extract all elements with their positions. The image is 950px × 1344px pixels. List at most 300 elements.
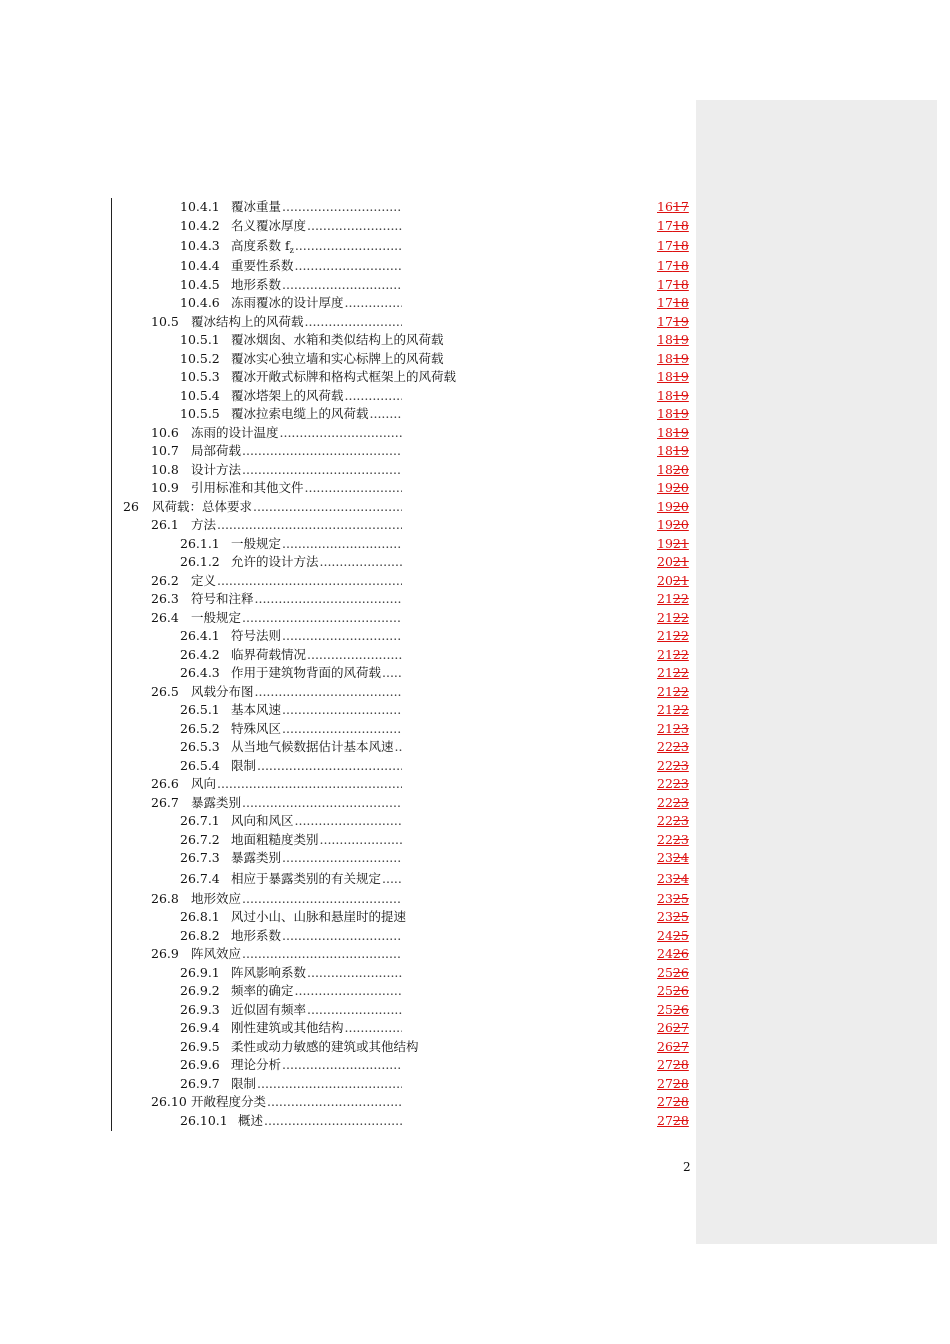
page-number-new: 22: [657, 776, 673, 791]
toc-entry[interactable]: [0, 720, 700, 739]
toc-entry[interactable]: [0, 1056, 700, 1075]
toc-entry-title-wrap: [231, 627, 282, 646]
toc-entry-body: [231, 627, 402, 646]
toc-entry-page[interactable]: [657, 646, 689, 665]
toc-entry[interactable]: [0, 927, 700, 946]
toc-entry-page[interactable]: [657, 442, 689, 461]
toc-entry-body: [191, 890, 402, 909]
toc-entry-page[interactable]: [657, 627, 689, 646]
toc-entry-number: 26.9.2: [180, 983, 220, 998]
toc-entry[interactable]: [0, 1093, 700, 1112]
toc-entry[interactable]: [0, 738, 700, 757]
toc-entry-number: 26.4.1: [180, 628, 220, 643]
page-number-new: 18: [657, 424, 673, 440]
toc-entry[interactable]: [0, 350, 700, 369]
toc-entry-page[interactable]: [657, 609, 689, 628]
toc-entry-number: 10.9: [151, 480, 179, 495]
dot-leader: [217, 516, 402, 535]
toc-entry-page[interactable]: [657, 794, 689, 813]
toc-entry-page[interactable]: [657, 964, 689, 983]
page-number-new: 20: [657, 572, 673, 588]
toc-entry-title: 一般规定: [231, 535, 282, 551]
page-number-deleted: 19: [672, 424, 689, 440]
toc-entry-page[interactable]: [657, 701, 689, 720]
toc-entry[interactable]: [0, 1075, 700, 1094]
toc-entry-number: 10.5: [151, 313, 179, 329]
toc-entry[interactable]: [0, 479, 700, 498]
toc-entry-page[interactable]: [657, 405, 689, 424]
toc-entry[interactable]: [0, 1038, 700, 1057]
toc-entry-page[interactable]: [657, 276, 689, 295]
toc-entry-title: 覆冰烟囱、水箱和类似结构上的风荷载: [231, 332, 444, 347]
page-number-new: 17: [657, 276, 673, 292]
toc-entry[interactable]: [0, 812, 700, 831]
toc-entry-page[interactable]: [657, 738, 689, 757]
toc-entry-title: 理论分析: [231, 1057, 282, 1072]
toc-entry-title-wrap: [231, 868, 382, 890]
toc-entry-title-wrap: [191, 890, 242, 909]
toc-entry-page[interactable]: [657, 812, 689, 831]
toc-entry-title: 设计方法: [191, 461, 242, 477]
toc-entry-page[interactable]: [657, 479, 689, 498]
toc-entry-title: 从当地气候数据估计基本风速: [231, 739, 394, 754]
toc-entry-page[interactable]: [657, 927, 689, 946]
toc-entry[interactable]: [0, 683, 700, 702]
dot-leader: [320, 831, 402, 850]
toc-entry-title: 暴露类别: [191, 794, 242, 810]
toc-entry-number: 26.9.4: [180, 1020, 220, 1035]
page-number-deleted: 19: [672, 406, 689, 421]
toc-entry-title-wrap: [191, 683, 255, 702]
toc-entry-title: 特殊风区: [231, 720, 282, 736]
toc-entry-title: 地形系数: [231, 276, 282, 292]
toc-entry-number: 26.7: [151, 794, 179, 810]
dot-leader: [307, 1001, 402, 1020]
toc-entry-body: [191, 609, 402, 628]
toc-entry-body: [231, 831, 402, 850]
dot-leader: [217, 572, 402, 591]
toc-entry-page[interactable]: [657, 1019, 689, 1038]
dot-leader: [282, 627, 402, 646]
toc-entry[interactable]: [0, 1112, 700, 1131]
toc-entry[interactable]: [0, 313, 700, 332]
page-number-new: 24: [657, 927, 673, 943]
toc-entry[interactable]: [0, 945, 700, 964]
dot-leader: [257, 1075, 402, 1094]
toc-entry-body: [231, 720, 402, 739]
toc-entry-title: 基本风速: [231, 702, 282, 717]
toc-entry-page[interactable]: [657, 424, 689, 443]
toc-entry-title-wrap: [231, 927, 282, 946]
page-number-new: 19: [657, 517, 673, 532]
toc-entry-title: 覆冰结构上的风荷载: [191, 313, 304, 329]
toc-entry-title: 覆冰重量: [231, 199, 282, 214]
page-number-deleted: 28: [672, 1094, 689, 1109]
toc-entry[interactable]: [0, 849, 700, 868]
toc-entry[interactable]: [0, 405, 700, 424]
toc-entry[interactable]: [0, 964, 700, 983]
toc-entry-title-wrap: [231, 664, 382, 683]
toc-entry-page[interactable]: [657, 982, 689, 1001]
page-number-deleted: 21: [672, 572, 689, 588]
page-number-deleted: 25: [672, 909, 689, 924]
toc-entry-title: 近似固有频率: [231, 1001, 307, 1017]
toc-entry-body: [191, 775, 402, 794]
toc-entry-body: [231, 294, 402, 313]
toc-entry-number: 26.8.1: [180, 909, 220, 924]
toc-entry-title: 一般规定: [191, 609, 242, 625]
toc-entry-title-wrap: [231, 908, 407, 927]
toc-entry-title: 柔性或动力敏感的建筑或其他结构: [231, 1038, 419, 1054]
page-number-deleted: 22: [672, 646, 689, 662]
toc-entry-number: 10.5.2: [180, 350, 220, 366]
page-number-deleted: 22: [672, 702, 689, 717]
toc-entry[interactable]: [0, 572, 700, 591]
toc-entry-title-wrap: [231, 368, 457, 387]
toc-entry-number: 26.5.2: [180, 720, 220, 736]
page-number-new: 18: [657, 387, 673, 403]
toc-entry-title: 覆冰拉索电缆上的风荷载: [231, 406, 369, 421]
dot-leader: [345, 1019, 402, 1038]
dot-leader: [257, 757, 402, 776]
toc-entry-page[interactable]: [657, 868, 689, 890]
toc-entry-body: [231, 738, 402, 757]
toc-entry-body: [231, 387, 402, 406]
page-number-new: 19: [657, 498, 673, 514]
toc-entry-body: [231, 908, 407, 927]
toc-entry-body: [231, 535, 402, 554]
toc-entry-title-wrap: [231, 294, 345, 313]
toc-entry[interactable]: [0, 646, 700, 665]
toc-entry[interactable]: [0, 461, 700, 480]
toc-entry-page[interactable]: [657, 590, 689, 609]
toc-entry-page[interactable]: [657, 498, 689, 517]
toc-entry-body: [191, 461, 402, 480]
toc-entry-title: 地形系数: [231, 927, 282, 943]
toc-entry[interactable]: [0, 1019, 700, 1038]
toc-entry-title-wrap: [231, 331, 445, 350]
toc-entry[interactable]: [0, 908, 700, 927]
page-number-new: 23: [657, 870, 673, 886]
toc-entry[interactable]: [0, 590, 700, 609]
page-number-deleted: 27: [672, 1038, 689, 1054]
toc-entry-body: [191, 516, 402, 535]
toc-entry[interactable]: [0, 982, 700, 1001]
dot-leader: [242, 945, 402, 964]
toc-entry-page[interactable]: [657, 1093, 689, 1112]
page-number-deleted: 23: [672, 776, 689, 791]
page-number-new: 22: [657, 794, 673, 810]
page-number-new: 18: [657, 369, 673, 384]
toc-entry-body: [191, 945, 402, 964]
toc-entry-body: [231, 964, 402, 983]
toc-entry-page[interactable]: [657, 572, 689, 591]
dot-leader: [295, 982, 402, 1001]
toc-entry-page[interactable]: [657, 1112, 689, 1131]
page-number-deleted: 23: [672, 831, 689, 847]
page-number-new: 22: [657, 757, 673, 773]
toc-entry-page[interactable]: [657, 368, 689, 387]
toc-entry-body: [231, 405, 402, 424]
page-number-new: 17: [657, 258, 673, 273]
toc-entry-title: 方法: [191, 517, 217, 532]
toc-entry-title-wrap: [191, 442, 242, 461]
toc-entry-title-wrap: [231, 1001, 307, 1020]
toc-entry[interactable]: [0, 217, 700, 236]
toc-entry-page[interactable]: [657, 757, 689, 776]
dot-leader: [305, 479, 402, 498]
toc-entry-page[interactable]: [657, 516, 689, 535]
toc-entry-title: 刚性建筑或其他结构: [231, 1020, 344, 1035]
toc-entry[interactable]: [0, 276, 700, 295]
page-number-deleted: 20: [672, 498, 689, 514]
toc-entry-title: 阵风效应: [191, 946, 242, 961]
toc-entry[interactable]: [0, 794, 700, 813]
page-number-new: 18: [657, 443, 673, 458]
toc-entry[interactable]: [0, 609, 700, 628]
toc-entry[interactable]: [0, 498, 700, 517]
toc-entry-title-wrap: [231, 738, 395, 757]
page-number-deleted: 21: [672, 554, 689, 569]
toc-entry-page[interactable]: [657, 235, 689, 257]
page-number-new: 22: [657, 813, 673, 828]
page-number-deleted: 28: [672, 1057, 689, 1072]
page-number-deleted: 20: [672, 517, 689, 532]
dot-leader: [242, 609, 402, 628]
toc-entry-page[interactable]: [657, 683, 689, 702]
toc-entry[interactable]: [0, 294, 700, 313]
page-number-deleted: 26: [672, 964, 689, 980]
toc-entry[interactable]: [0, 516, 700, 535]
toc-entry[interactable]: [0, 868, 700, 890]
page-number-deleted: 22: [672, 665, 689, 680]
toc-entry-title-wrap: [231, 350, 445, 369]
toc-entry[interactable]: [0, 442, 700, 461]
dot-leader: [267, 1093, 402, 1112]
toc-entry-title: 覆冰塔架上的风荷载: [231, 387, 344, 403]
toc-entry-number: 26.5.4: [180, 757, 220, 773]
page-number-new: 25: [657, 964, 673, 980]
toc-entry-title-wrap: [191, 945, 242, 964]
dot-leader: [320, 553, 402, 572]
toc-entry-number: 26.9.1: [180, 964, 220, 980]
toc-entry-title: 地形效应: [191, 890, 242, 906]
toc-entry-page[interactable]: [657, 257, 689, 276]
toc-entry-page[interactable]: [657, 294, 689, 313]
toc-entry-title-wrap: [191, 775, 217, 794]
toc-entry-title: 允许的设计方法: [231, 554, 319, 569]
toc-entry[interactable]: [0, 890, 700, 909]
toc-entry-title: 地面粗糙度类别: [231, 831, 319, 847]
page-number: 2: [683, 1160, 691, 1174]
toc-entry-title: 相应于暴露类别的有关规定: [231, 870, 382, 886]
page-number-new: 21: [657, 702, 673, 717]
toc-entry-page[interactable]: [657, 720, 689, 739]
toc-entry-number: 26.7.3: [180, 850, 220, 865]
toc-entry[interactable]: [0, 331, 700, 350]
toc-entry-number: 26.1: [151, 517, 179, 532]
toc-entry-number: 26.7.4: [180, 870, 220, 886]
toc-entry-body: [231, 368, 457, 387]
toc-entry-body: [231, 664, 402, 683]
page-number-deleted: 19: [672, 350, 689, 366]
page-number-new: 25: [657, 1001, 673, 1017]
toc-entry-number: 26.10.1: [180, 1112, 228, 1128]
dot-leader: [280, 424, 402, 443]
toc-entry-page[interactable]: [657, 535, 689, 554]
page-number-new: 27: [657, 1112, 673, 1128]
toc-entry-page[interactable]: [657, 350, 689, 369]
page-number-new: 23: [657, 909, 673, 924]
page-number-new: 21: [657, 720, 673, 736]
toc-entry-page[interactable]: [657, 198, 689, 217]
toc-entry-number: 10.4.3: [180, 238, 220, 253]
page-number-new: 18: [657, 406, 673, 421]
toc-entry-body: [191, 313, 402, 332]
toc-entry[interactable]: [0, 627, 700, 646]
toc-entry-title: 冻雨的设计温度: [191, 424, 279, 440]
toc-entry-body: [231, 849, 402, 868]
toc-entry-title-wrap: [238, 1112, 264, 1131]
toc-entry-page[interactable]: [657, 553, 689, 572]
toc-entry-title-wrap: [191, 1093, 267, 1112]
dot-leader: [382, 868, 402, 890]
dot-leader: [255, 683, 402, 702]
toc-entry-body: [231, 553, 402, 572]
toc-entry-number: 10.5.4: [180, 387, 220, 403]
toc-entry-title-wrap: [191, 424, 280, 443]
toc-entry-page[interactable]: [657, 1056, 689, 1075]
toc-entry[interactable]: [0, 235, 700, 257]
toc-entry-number: 26.9.7: [180, 1075, 220, 1091]
toc-entry-body: [191, 442, 402, 461]
toc-entry-title-wrap: [191, 572, 217, 591]
page-number-deleted: 27: [672, 1020, 689, 1035]
toc-entry-number: 26.10: [151, 1094, 187, 1109]
toc-entry-title: 重要性系数: [231, 258, 294, 273]
toc-entry-number: 10.5.3: [180, 369, 220, 384]
toc-entry-number: 10.8: [151, 461, 179, 477]
dot-leader: [345, 387, 402, 406]
toc-entry[interactable]: [0, 757, 700, 776]
toc-entry[interactable]: [0, 387, 700, 406]
page-number-deleted: 28: [672, 1112, 689, 1128]
toc-entry-page[interactable]: [657, 849, 689, 868]
toc-entry[interactable]: [0, 198, 700, 217]
page-number-deleted: 19: [672, 332, 689, 347]
toc-entry-title-wrap: [231, 387, 345, 406]
page-number-new: 21: [657, 683, 673, 699]
toc-entry[interactable]: [0, 664, 700, 683]
toc-entry-number: 26.4.3: [180, 665, 220, 680]
toc-entry-number: 10.4.1: [180, 199, 220, 214]
dot-leader: [255, 590, 402, 609]
toc-entry[interactable]: [0, 424, 700, 443]
toc-entry-title-wrap: [191, 794, 242, 813]
toc-entry-title: 阵风影响系数: [231, 964, 307, 980]
page-number-new: 21: [657, 665, 673, 680]
dot-leader: [282, 198, 402, 217]
dot-leader: [242, 442, 402, 461]
toc-entry-page[interactable]: [657, 1075, 689, 1094]
toc-entry-title: 作用于建筑物背面的风荷载: [231, 665, 382, 680]
toc-entry[interactable]: [0, 535, 700, 554]
toc-entry[interactable]: [0, 831, 700, 850]
page-number-new: 25: [657, 983, 673, 998]
page-number-deleted: 19: [672, 313, 689, 329]
toc-entry-body: [231, 757, 402, 776]
toc-entry-title-wrap: [152, 498, 253, 517]
toc-entry-page[interactable]: [657, 387, 689, 406]
toc-entry-page[interactable]: [657, 831, 689, 850]
page-number-deleted: 19: [672, 369, 689, 384]
page-number-deleted: 28: [672, 1075, 689, 1091]
toc-entry[interactable]: [0, 775, 700, 794]
toc-entry-number: 26.7.2: [180, 831, 220, 847]
dot-leader: [307, 964, 402, 983]
page-number-new: 18: [657, 350, 673, 366]
toc-entry-title-wrap: [191, 313, 305, 332]
toc-entry[interactable]: [0, 553, 700, 572]
toc-entry-number: 10.6: [151, 424, 179, 440]
toc-entry-body: [231, 1038, 419, 1057]
toc-entry[interactable]: [0, 257, 700, 276]
toc-entry-body: [191, 590, 402, 609]
toc-entry[interactable]: [0, 368, 700, 387]
toc-entry-number: 26.3: [151, 591, 179, 606]
toc-entry-body: [231, 276, 402, 295]
toc-entry-body: [231, 812, 402, 831]
toc-entry-page[interactable]: [657, 945, 689, 964]
toc-entry-title-wrap: [231, 198, 282, 217]
toc-entry-number: 26.1.1: [180, 535, 220, 551]
toc-entry-title-wrap: [231, 1056, 282, 1075]
toc-entry-page[interactable]: [657, 664, 689, 683]
toc-entry[interactable]: [0, 701, 700, 720]
toc-entry-body: [231, 1019, 402, 1038]
toc-entry-title: 高度系数 f: [231, 238, 290, 253]
toc-entry-page[interactable]: [657, 461, 689, 480]
toc-entry-page[interactable]: [657, 313, 689, 332]
toc-entry-title: 覆冰实心独立墙和实心标牌上的风荷载: [231, 350, 444, 366]
toc-entry-body: [231, 350, 444, 369]
toc-entry-body: [231, 868, 402, 890]
toc-entry-title: 覆冰开敞式标牌和格构式框架上的风荷载: [231, 369, 457, 384]
toc-entry-title-wrap: [231, 276, 282, 295]
page-number-deleted: 17: [672, 199, 689, 214]
toc-entry-body: [231, 217, 402, 236]
dot-leader: [264, 1112, 402, 1131]
page-number-deleted: 18: [672, 295, 689, 310]
dot-leader: [345, 294, 402, 313]
toc-entry-page[interactable]: [657, 1038, 689, 1057]
toc-entry-title: 风载分布图: [191, 683, 254, 699]
toc-entry[interactable]: [0, 1001, 700, 1020]
toc-entry-page[interactable]: [657, 775, 689, 794]
toc-entry-page[interactable]: [657, 908, 689, 927]
page-number-deleted: 19: [672, 443, 689, 458]
toc-entry-page[interactable]: [657, 331, 689, 350]
page-number-deleted: 26: [672, 1001, 689, 1017]
toc-entry-page[interactable]: [657, 890, 689, 909]
comment-pane: [696, 100, 937, 1244]
page-number-deleted: 23: [672, 813, 689, 828]
dot-leader: [242, 890, 402, 909]
toc-entry-page[interactable]: [657, 1001, 689, 1020]
page-number-new: 27: [657, 1075, 673, 1091]
toc-entry-page[interactable]: [657, 217, 689, 236]
dot-leader: [307, 217, 402, 236]
